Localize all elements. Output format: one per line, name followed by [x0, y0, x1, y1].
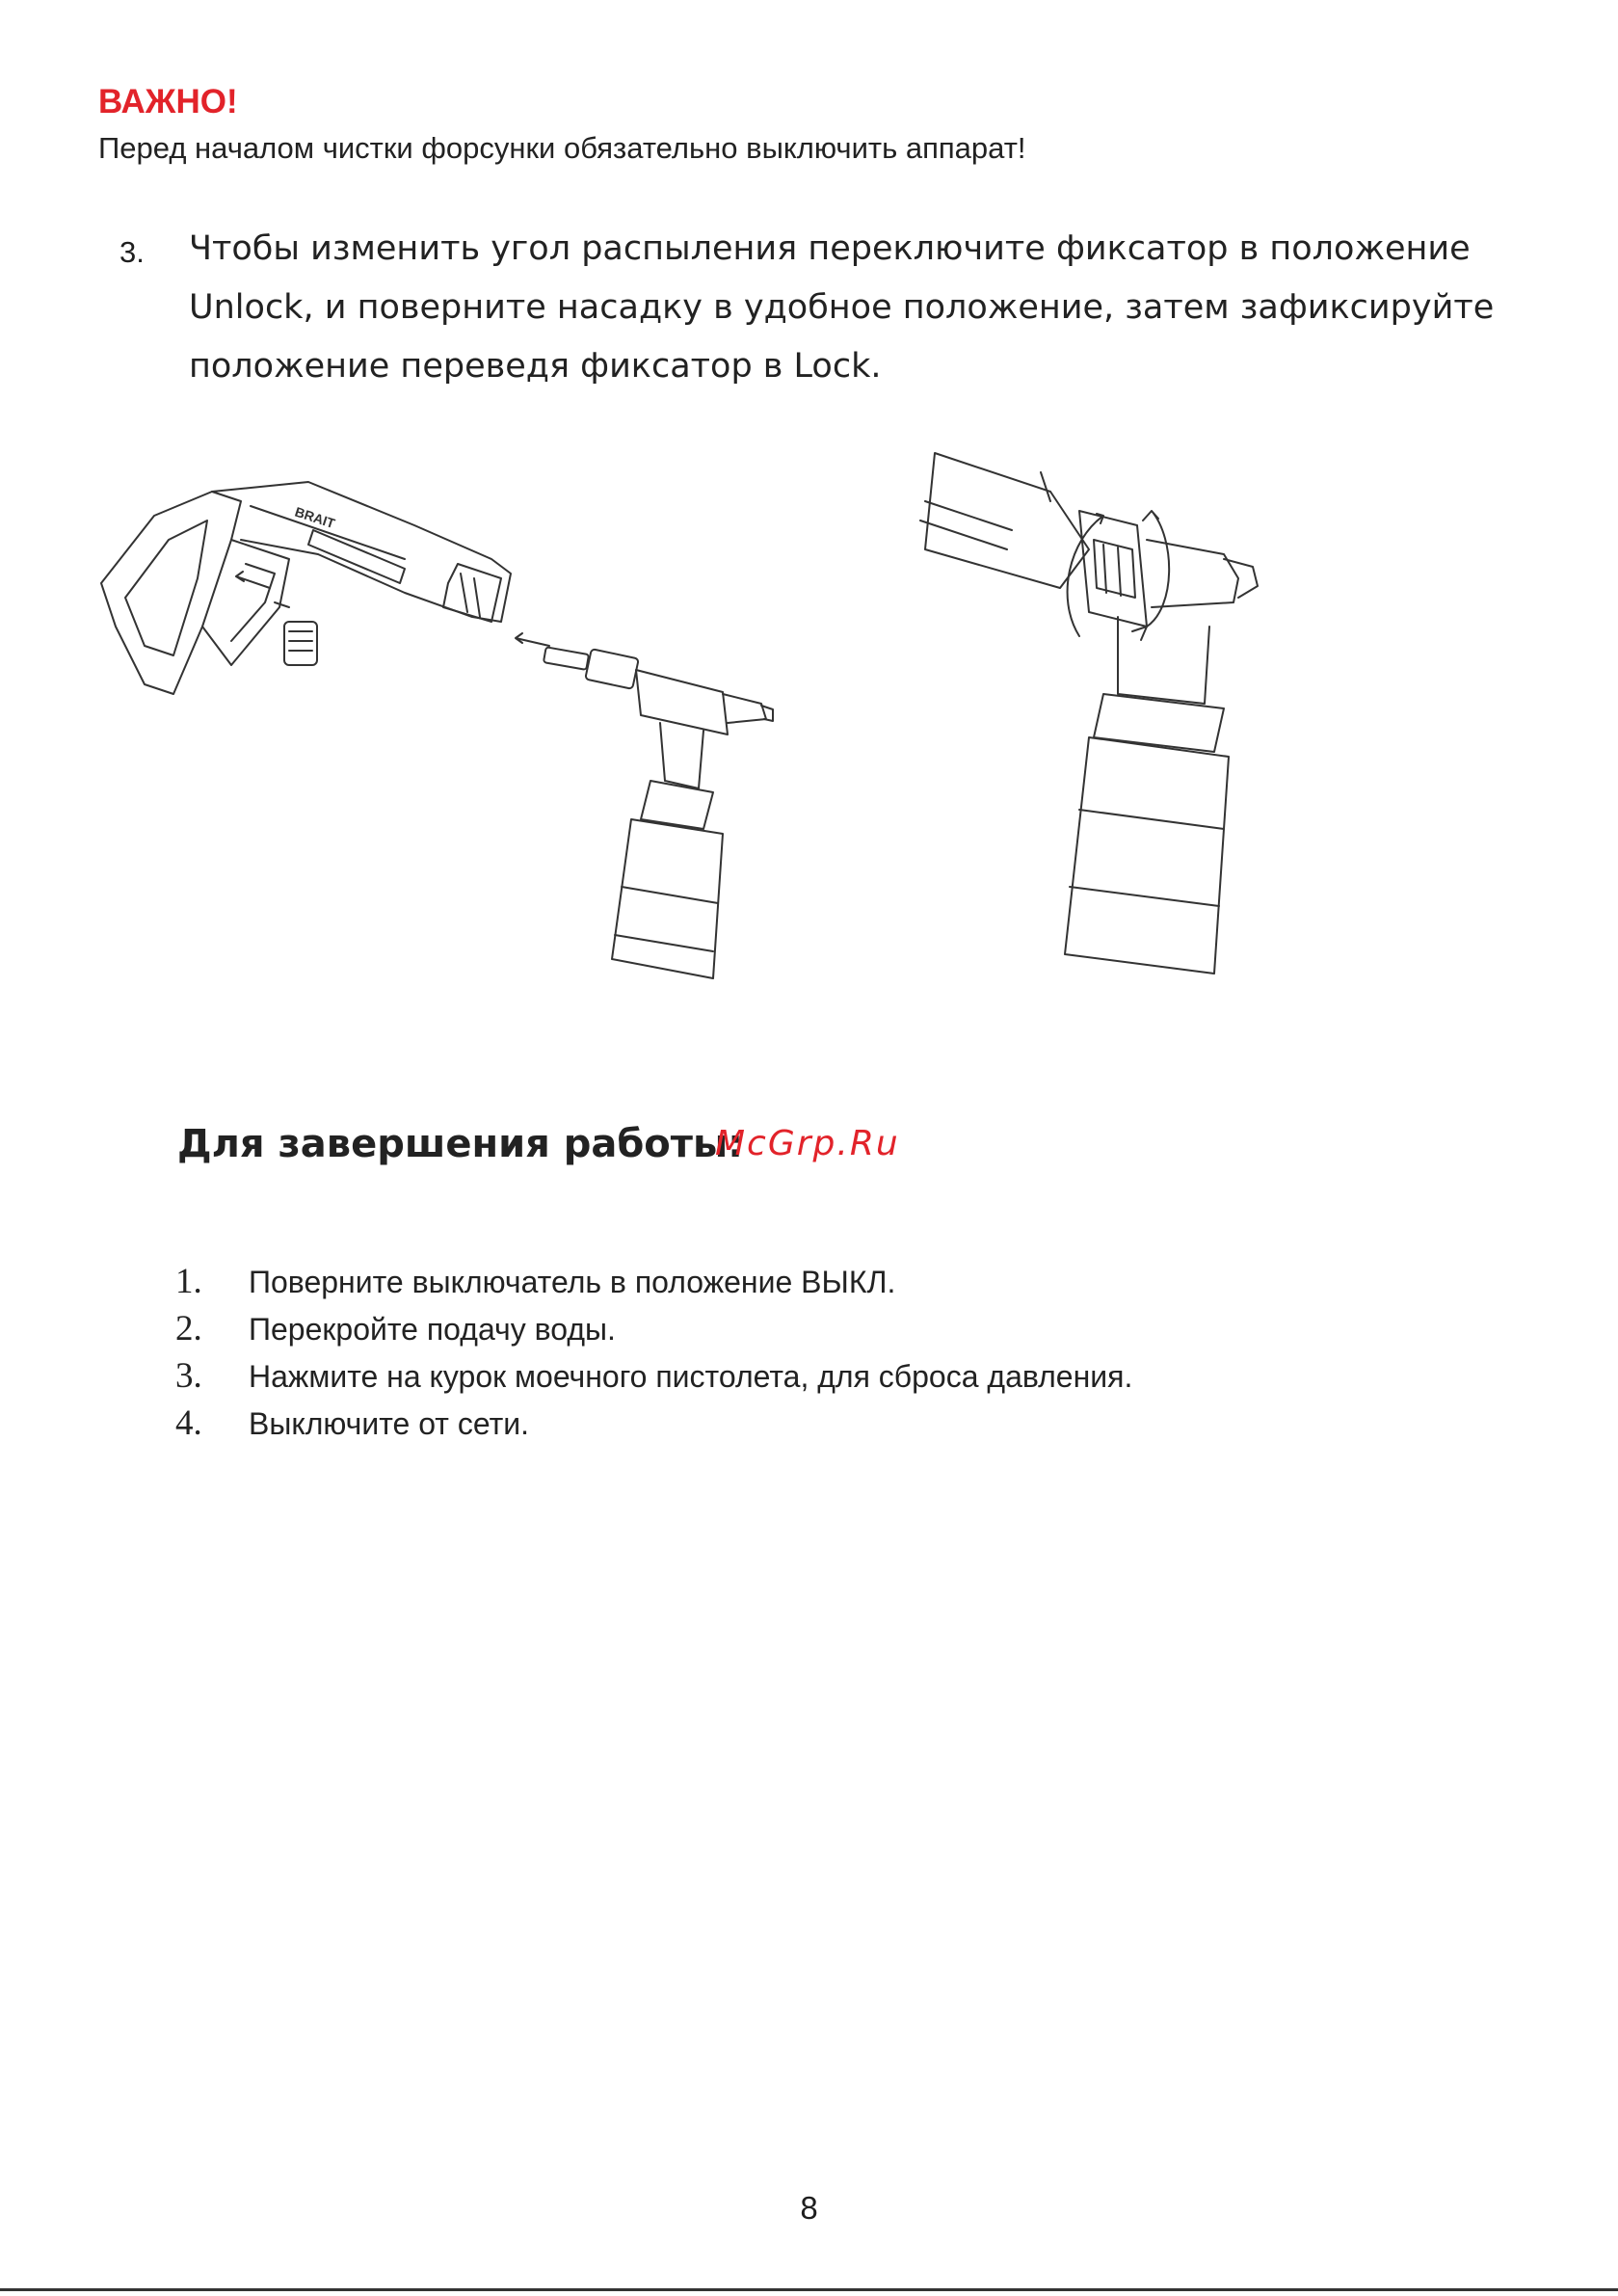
illustrations — [87, 434, 1301, 993]
section-heading: Для завершения работы: — [177, 1122, 744, 1166]
warning-text: Перед началом чистки форсунки обязательно выключить аппарат! — [98, 131, 1026, 165]
nozzle-rotation-illustration — [920, 453, 1258, 974]
list-item-text: Перекройте подачу воды. — [249, 1312, 616, 1347]
watermark: McGrp.Ru — [715, 1124, 900, 1163]
list-item-number: 2. — [175, 1309, 202, 1348]
step-line-1: Чтобы изменить угол распыления переключите фиксатор в положение — [189, 229, 1471, 268]
step-line-3: положение переведя фиксатор в Lock. — [189, 347, 882, 386]
bottom-rule — [0, 2288, 1618, 2291]
list-item-text: Нажмите на курок моечного пистолета, для сброса давления. — [249, 1359, 1133, 1394]
list-item-number: 4. — [175, 1403, 202, 1443]
list-item-number: 3. — [175, 1356, 202, 1396]
page-number: 8 — [800, 2190, 818, 2226]
list-item — [175, 1308, 1132, 1355]
gun-brand-label: BRAIT — [293, 503, 337, 532]
list-item-number: 1. — [175, 1262, 202, 1301]
list-item — [175, 1261, 1132, 1308]
warning-title: ВАЖНО! — [98, 83, 238, 120]
list-item — [175, 1355, 1132, 1402]
list-item-text: Поверните выключатель в положение ВЫКЛ. — [249, 1265, 896, 1299]
list-item-text: Выключите от сети. — [249, 1406, 529, 1441]
step-text — [189, 220, 1538, 396]
list-item — [175, 1402, 1132, 1450]
step-number: 3. — [119, 235, 145, 269]
finish-steps-list — [175, 1261, 1132, 1450]
spray-gun-illustration — [101, 482, 773, 978]
step-line-2: Unlock, и поверните насадку в удобное положение, затем зафиксируйте — [189, 288, 1495, 327]
